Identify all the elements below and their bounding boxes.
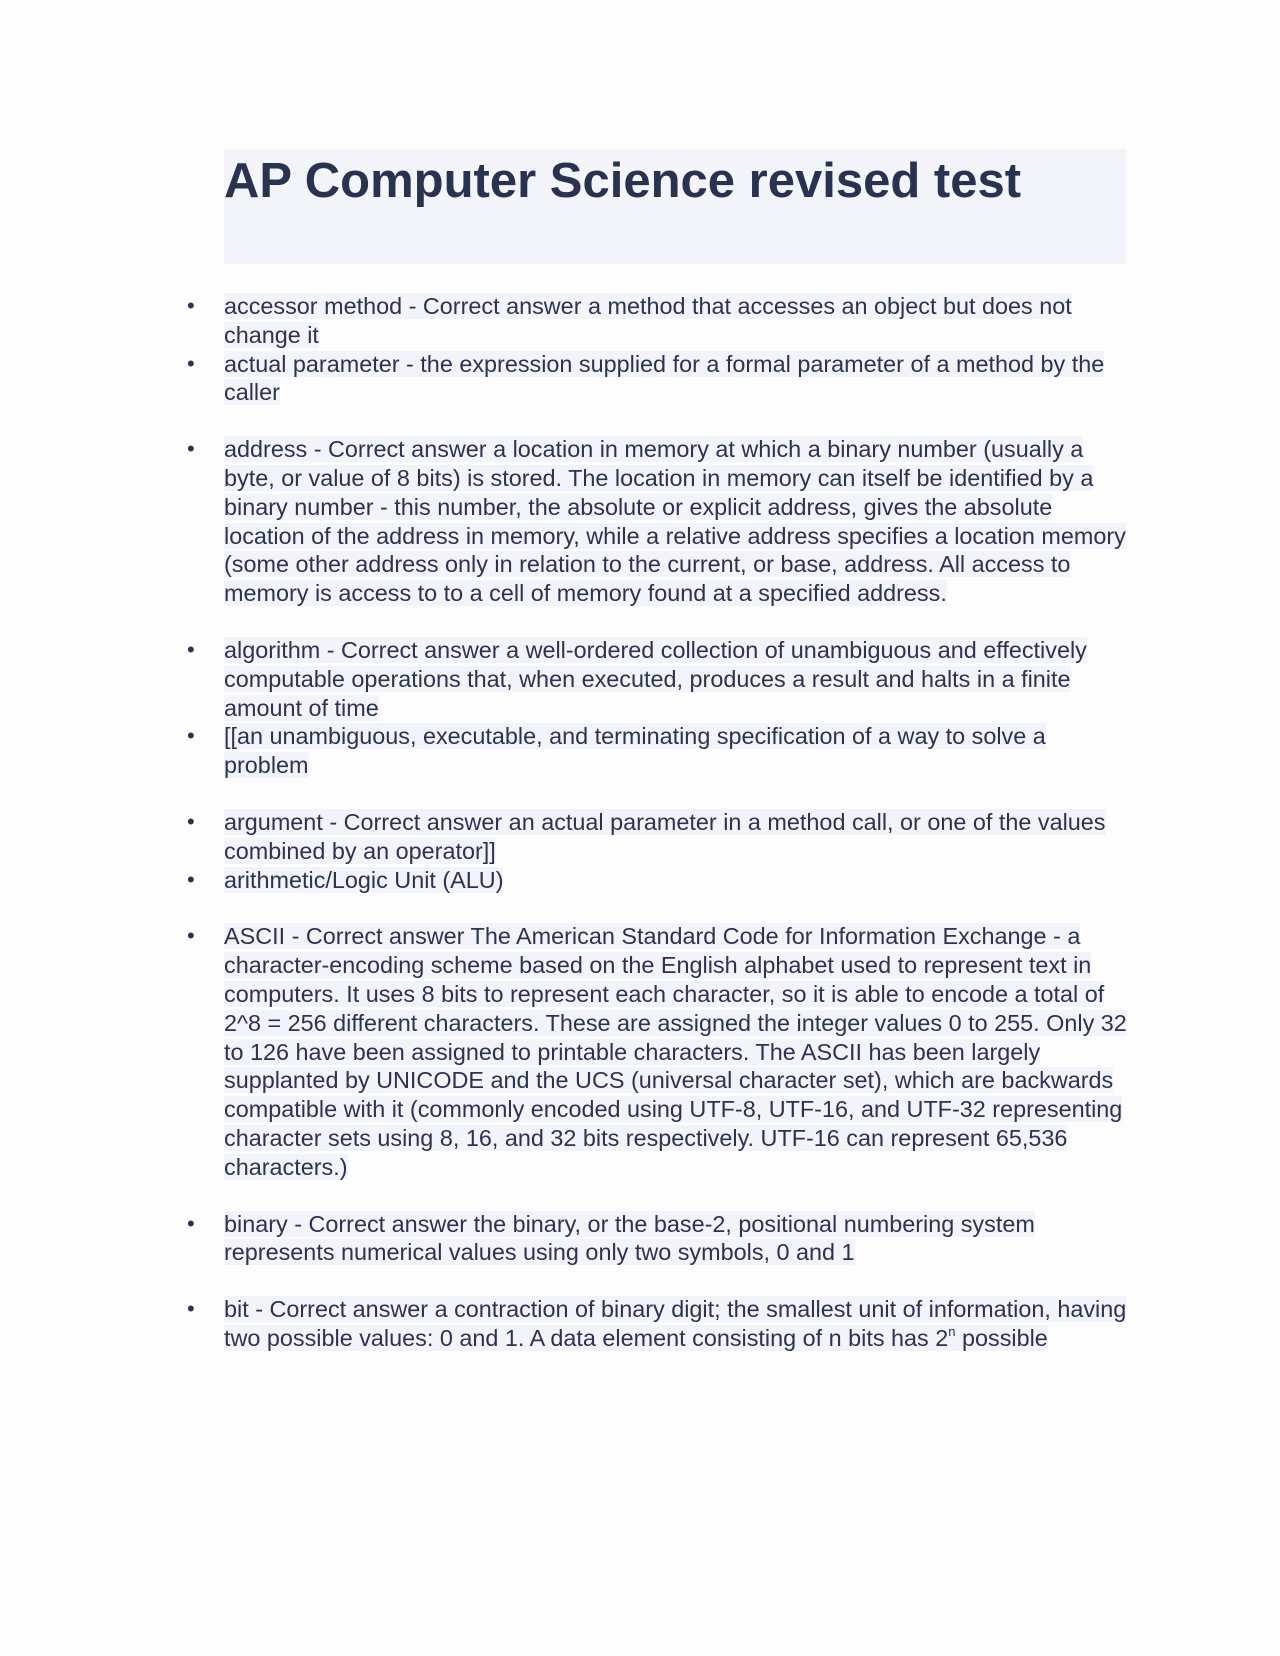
item-text: actual parameter - the expression supplied for a formal parameter of a method by the caller	[224, 350, 1105, 406]
title-block	[224, 149, 1126, 264]
item-text: algorithm - Correct answer a well-ordered collection of unambiguous and effectively computable operations that, when executed, produces a result and halts in a finite amount of time	[224, 636, 1087, 721]
item-text: [[an unambiguous, executable, and terminating specification of a way to solve a problem	[224, 723, 1046, 779]
item-text: accessor method - Correct answer a method that accesses an object but does not change it	[224, 293, 1072, 348]
list-item	[0, 1210, 1134, 1268]
bullet-icon: •	[187, 293, 195, 318]
bullet-icon: •	[187, 808, 195, 834]
item-text: binary - Correct answer the binary, or the base-2, positional numbering system represents numerical values using only two symbols, 0 and 1	[224, 1210, 1035, 1266]
bullet-icon: •	[187, 866, 195, 892]
bullet-icon: •	[187, 723, 195, 749]
list-item	[0, 350, 1134, 408]
list-item	[0, 435, 1134, 608]
list-item	[0, 808, 1134, 866]
list-item	[0, 1295, 1134, 1353]
list-item	[0, 636, 1134, 722]
item-text-before: bit - Correct answer a contraction of binary digit; the smallest unit of information, having two possible values: 0 and 1. A data element consisting of n bits has 2	[224, 1296, 1127, 1351]
bullet-icon: •	[187, 1210, 195, 1236]
superscript-n: n	[948, 1323, 956, 1339]
list-item	[0, 922, 1134, 1181]
bullet-icon: •	[187, 350, 195, 376]
item-text-after: possible	[955, 1324, 1048, 1351]
list-item	[0, 866, 1134, 895]
document-title: AP Computer Science revised test	[224, 154, 1022, 208]
list-item	[0, 722, 1134, 780]
item-text	[224, 1296, 1126, 1351]
bullet-icon: •	[187, 636, 195, 662]
item-text: argument - Correct answer an actual parameter in a method call, or one of the values combined by an operator]]	[224, 808, 1106, 864]
bullet-icon: •	[187, 436, 195, 462]
item-text: address - Correct answer a location in memory at which a binary number (usually a byte, or value of 8 bits) is stored. The location in memory can itself be identified by a binary number - this number, the absolute or explicit address, gives the absolute location of the address in memory, while a relative address specifies a location memory (some other address only in relation to the current, or base, address. All access to memory is access to to a cell of memory found at a specified address.	[224, 436, 1126, 607]
definition-list	[0, 292, 1280, 1353]
list-item	[0, 292, 1134, 350]
item-text: ASCII - Correct answer The American Standard Code for Information Exchange - a character-encoding scheme based on the English alphabet used to represent text in computers. It uses 8 bits to represent each character, so it is able to encode a total of 2^8 = 256 different characters. These are assigned the integer values 0 to 255. Only 32 to 126 have been assigned to printable characters. The ASCII has been largely supplanted by UNICODE and the UCS (universal character set), which are backwards compatible with it (commonly encoded using UTF-8, UTF-16, and UTF-32 representing character sets using 8, 16, and 32 bits respectively. UTF-16 can represent 65,536 characters.)	[224, 923, 1127, 1180]
bullet-icon: •	[187, 1296, 195, 1322]
bullet-icon: •	[187, 923, 195, 949]
item-text: arithmetic/Logic Unit (ALU)	[224, 866, 504, 893]
